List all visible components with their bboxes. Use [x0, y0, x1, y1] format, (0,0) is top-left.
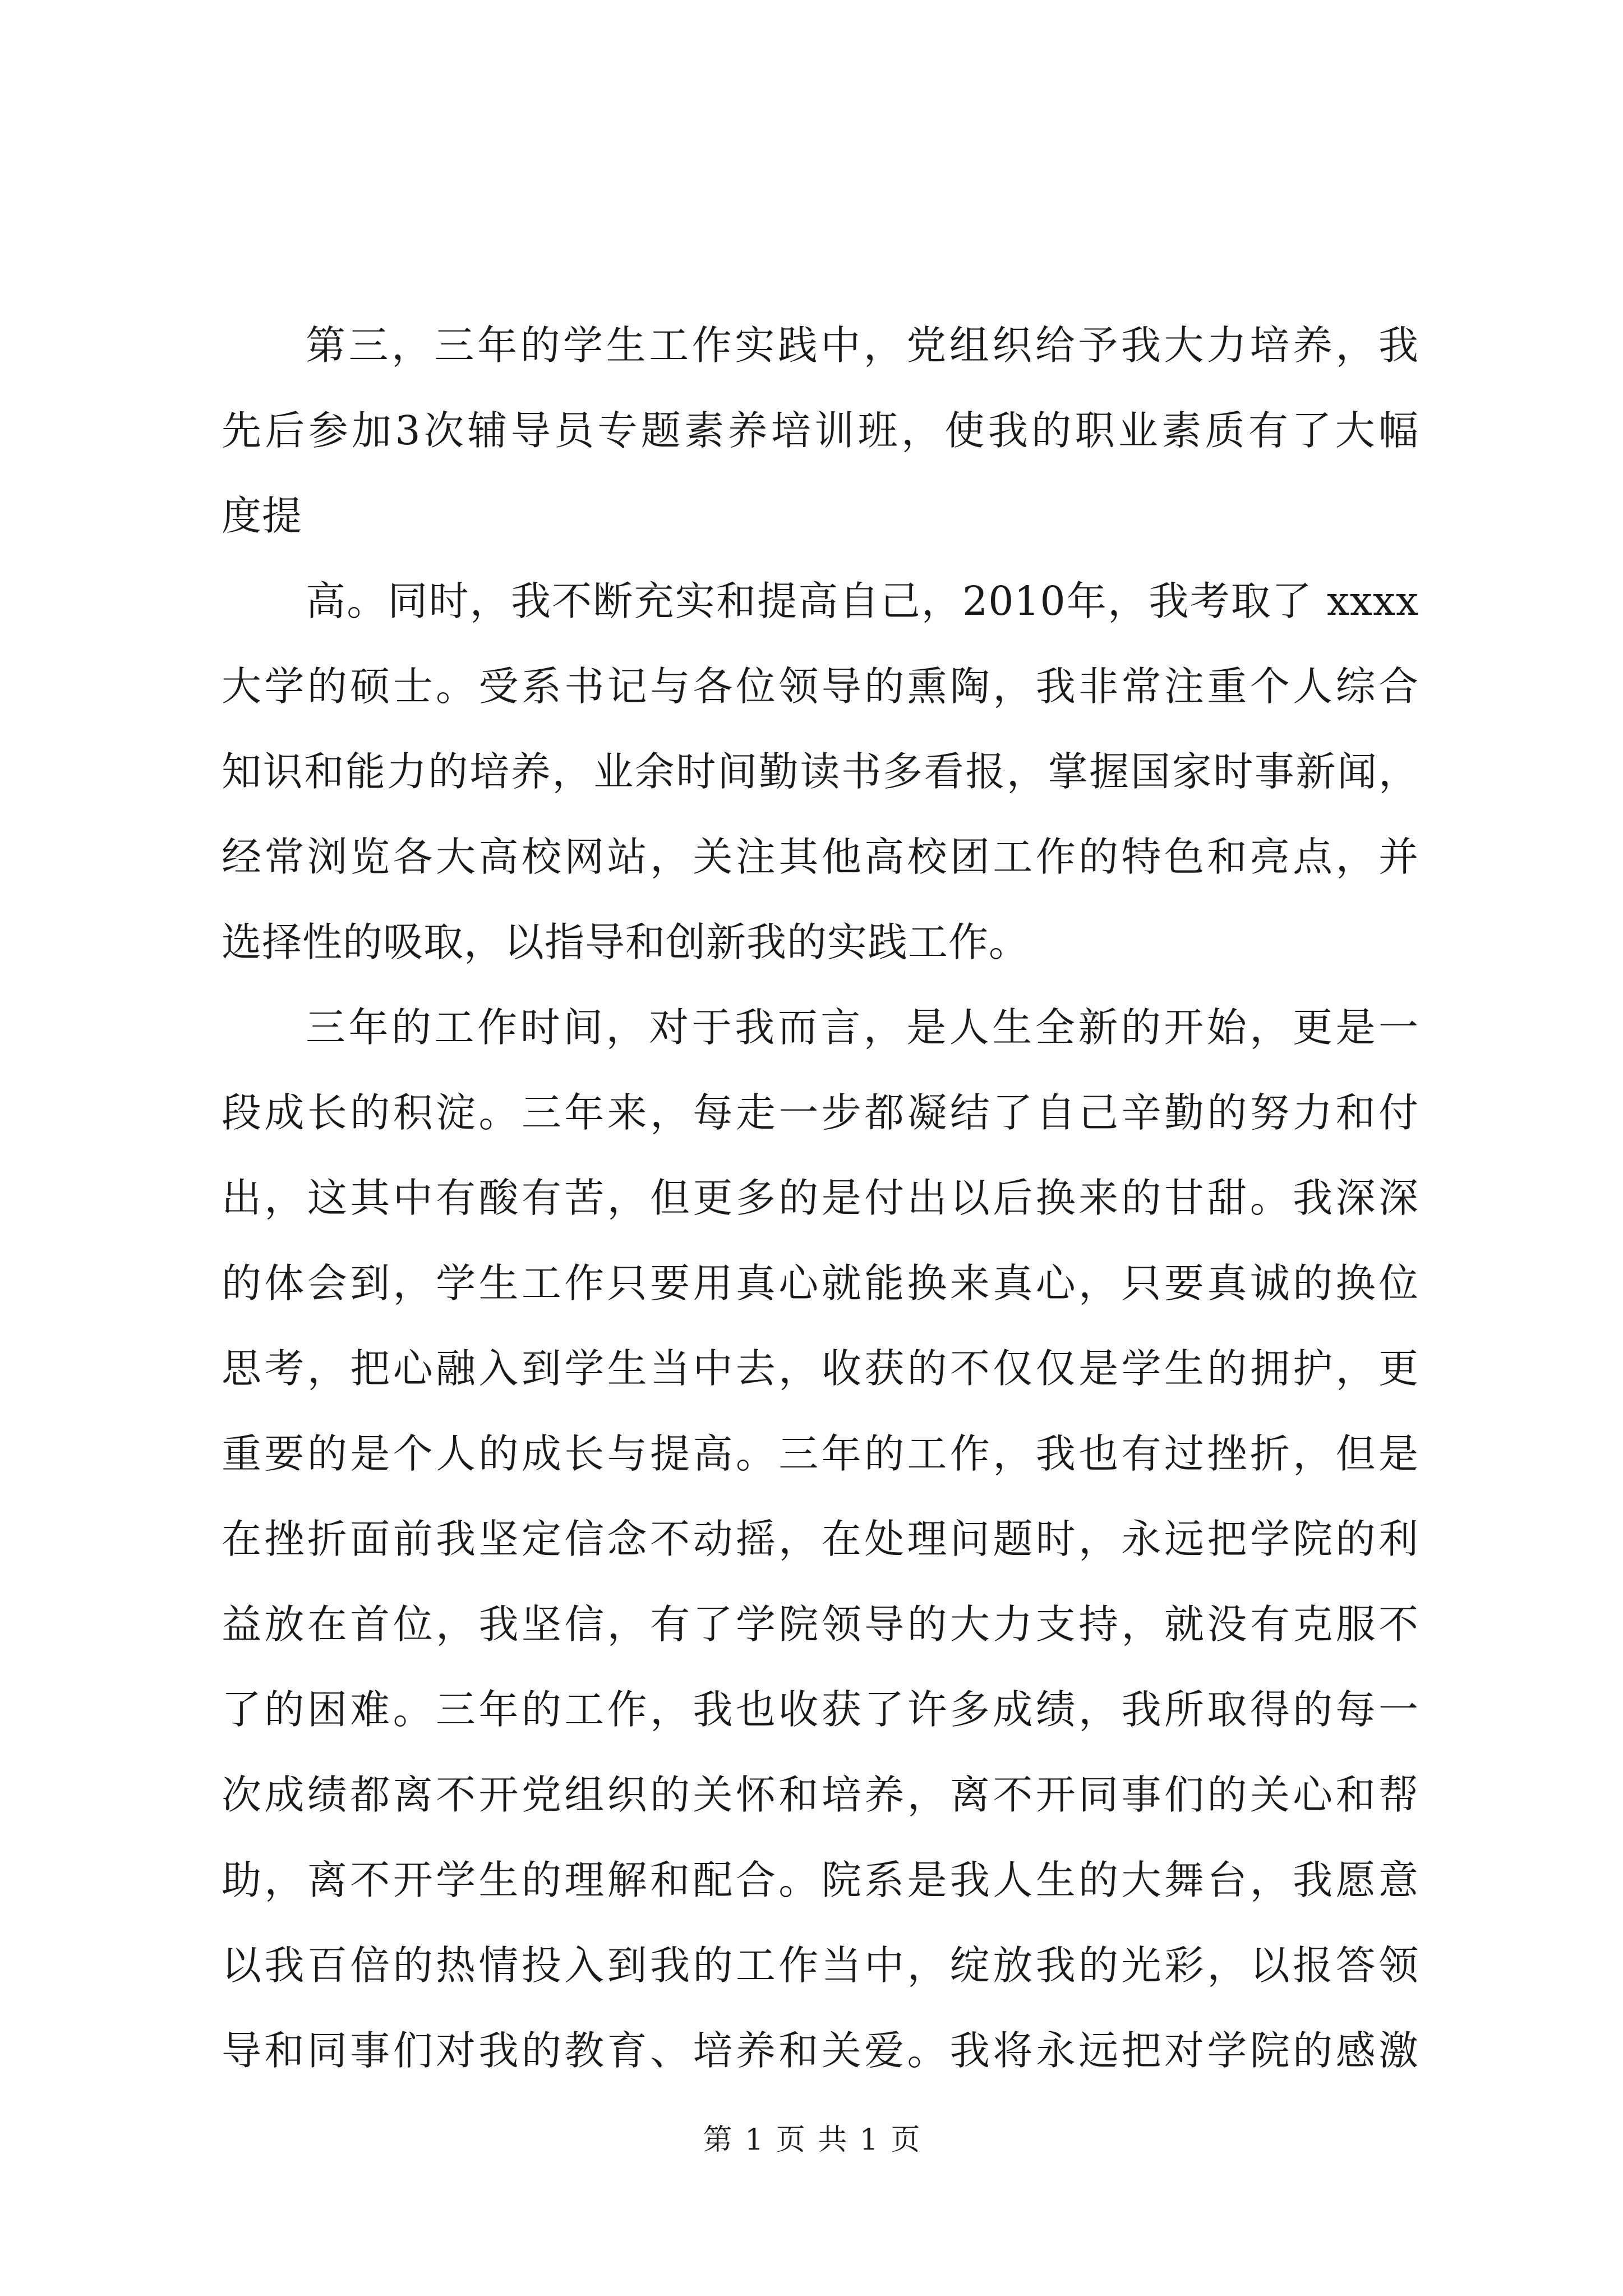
text-line: 知识和能力的培养，业余时间勤读书多看报，掌握国家时事新闻， [222, 748, 1419, 795]
text-line: 三年的工作时间，对于我而言，是人生全新的开始，更是一 [306, 1004, 1419, 1051]
text-line: 以我百倍的热情投入到我的工作当中，绽放我的光彩，以报答领 [222, 1942, 1419, 1989]
text-line: 高。同时，我不断充实和提高自己，2010年，我考取了 xxxx [306, 578, 1419, 624]
text-line: 大学的硕士。受系书记与各位领导的熏陶，我非常注重个人综合 [222, 663, 1419, 710]
body-text [222, 303, 1419, 2093]
text-line: 导和同事们对我的教育、培养和关爱。我将永远把对学院的感激 [222, 2027, 1419, 2074]
text-line: 益放在首位，我坚信，有了学院领导的大力支持，就没有克服不 [222, 1601, 1419, 1648]
text-line: 的体会到，学生工作只要用真心就能换来真心，只要真诚的换位 [222, 1260, 1419, 1306]
text-line: 度提 [222, 493, 303, 539]
text-line: 第三，三年的学生工作实践中，党组织给予我大力培养，我 [306, 322, 1419, 369]
text-line: 经常浏览各大高校网站，关注其他高校团工作的特色和亮点，并 [222, 834, 1419, 880]
text-line: 了的困难。三年的工作，我也收获了许多成绩，我所取得的每一 [222, 1686, 1419, 1733]
text-line: 在挫折面前我坚定信念不动摇，在处理问题时，永远把学院的利 [222, 1516, 1419, 1562]
text-line: 段成长的积淀。三年来，每走一步都凝结了自己辛勤的努力和付 [222, 1089, 1419, 1136]
text-line: 先后参加3次辅导员专题素养培训班，使我的职业素质有了大幅 [222, 407, 1419, 454]
page-number: 第 1 页 共 1 页 [703, 2123, 920, 2157]
text-line: 助，离不开学生的理解和配合。院系是我人生的大舞台，我愿意 [222, 1857, 1419, 1903]
text-line: 出，这其中有酸有苦，但更多的是付出以后换来的甘甜。我深深 [222, 1175, 1419, 1221]
text-line: 选择性的吸取，以指导和创新我的实践工作。 [222, 919, 1030, 965]
text-line: 次成绩都离不开党组织的关怀和培养，离不开同事们的关心和帮 [222, 1772, 1419, 1818]
text-line: 重要的是个人的成长与提高。三年的工作，我也有过挫折，但是 [222, 1430, 1419, 1477]
text-line: 思考，把心融入到学生当中去，收获的不仅仅是学生的拥护，更 [222, 1345, 1419, 1392]
